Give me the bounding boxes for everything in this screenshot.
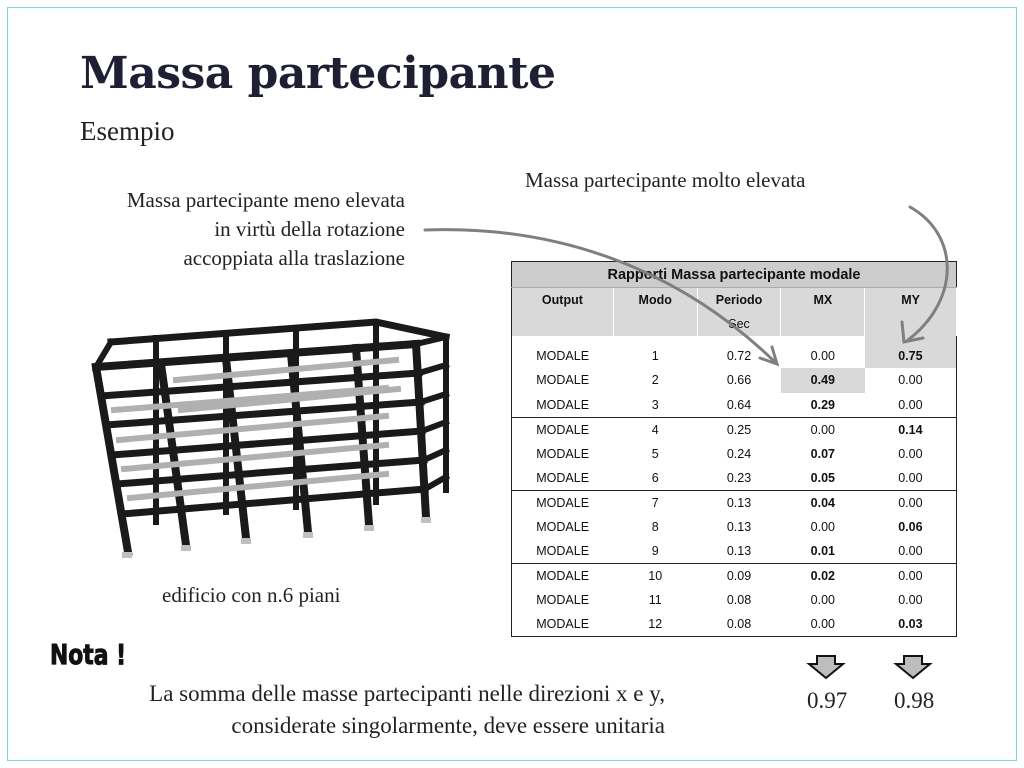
cell-modo: 12: [648, 617, 663, 632]
cell-mx: 0.01: [810, 543, 836, 558]
table-row: [512, 515, 957, 539]
cell-periodo: 0.08: [726, 592, 752, 607]
table-row: [512, 612, 957, 636]
unit-cell: [613, 312, 697, 336]
table-row: [512, 441, 957, 465]
cell-my: 0.06: [898, 519, 923, 534]
cell-my: 0.00: [865, 563, 957, 587]
cell-mx: 0.49: [781, 368, 865, 392]
unit-cell: [865, 312, 957, 336]
cell-periodo: 0.64: [726, 397, 752, 412]
cell-output: MODALE: [536, 397, 590, 412]
cell-modo: 3: [651, 397, 659, 412]
modal-mass-table: [511, 261, 957, 637]
cell-mx: 0.29: [810, 397, 836, 412]
table-row: [512, 490, 957, 514]
cell-modo: 6: [651, 470, 659, 485]
cell-my: 0.00: [898, 470, 923, 485]
cell-output: MODALE: [512, 417, 614, 441]
cell-modo: 10: [613, 563, 697, 587]
slide-title: Massa partecipante: [80, 48, 556, 99]
slide-subtitle: Esempio: [80, 116, 175, 146]
table-row: [512, 336, 957, 368]
conclusion-line: considerate singolarmente, deve essere unitaria: [231, 713, 665, 738]
down-arrow-icon: [893, 654, 933, 680]
cell-mx: 0.00: [810, 592, 836, 607]
cell-output: MODALE: [536, 349, 590, 364]
col-header-periodo: Periodo: [697, 288, 781, 312]
cell-my: 0.00: [898, 373, 923, 388]
building-frame-image: [86, 312, 461, 572]
cell-output: MODALE: [536, 446, 590, 461]
col-header-output: Output: [512, 288, 614, 312]
cell-my: 0.03: [898, 617, 923, 632]
cell-periodo: 0.25: [697, 417, 781, 441]
cell-modo: 5: [651, 446, 659, 461]
cell-output: MODALE: [536, 373, 590, 388]
table-title: Rapporti Massa partecipante modale: [512, 262, 957, 288]
cell-mx: 0.00: [810, 349, 836, 364]
sum-my: 0.98: [894, 688, 935, 713]
note-left-line: in virtù della rotazione: [214, 217, 405, 241]
table-row: [512, 393, 957, 417]
unit-cell: [781, 312, 865, 336]
cell-modo: 2: [651, 373, 659, 388]
table-row: [512, 368, 957, 392]
cell-periodo: 0.66: [726, 373, 752, 388]
cell-my: 0.00: [898, 397, 923, 412]
down-arrow-icon: [806, 654, 846, 680]
cell-periodo: 0.72: [726, 349, 752, 364]
cell-periodo: 0.24: [726, 446, 752, 461]
cell-output: MODALE: [512, 490, 614, 514]
col-header-modo: Modo: [613, 288, 697, 312]
cell-output: MODALE: [536, 592, 590, 607]
conclusion-line: La somma delle masse partecipanti nelle direzioni x e y,: [149, 681, 665, 706]
cell-periodo: 0.09: [697, 563, 781, 587]
cell-output: MODALE: [536, 543, 590, 558]
cell-modo: 4: [613, 417, 697, 441]
cell-modo: 7: [613, 490, 697, 514]
cell-modo: 9: [651, 543, 659, 558]
cell-mx: 0.00: [781, 417, 865, 441]
cell-mx: 0.00: [810, 519, 836, 534]
conclusion-text: [149, 678, 665, 742]
note-left-line: accoppiata alla traslazione: [183, 246, 405, 270]
cell-modo: 1: [651, 349, 659, 364]
cell-modo: 8: [651, 519, 659, 534]
cell-my: 0.00: [898, 592, 923, 607]
table-row: [512, 466, 957, 490]
cell-my: 0.00: [865, 490, 957, 514]
cell-my: 0.75: [865, 336, 957, 368]
cell-periodo: 0.13: [726, 543, 752, 558]
cell-mx: 0.05: [810, 470, 836, 485]
cell-output: MODALE: [512, 563, 614, 587]
nota-label: Nota !: [50, 638, 127, 671]
sum-mx: 0.97: [807, 688, 848, 713]
building-caption: edificio con n.6 piani: [162, 583, 341, 607]
cell-mx: 0.07: [810, 446, 836, 461]
cell-periodo: 0.13: [726, 519, 752, 534]
table-header-row: [512, 288, 957, 312]
table-row: [512, 539, 957, 563]
cell-output: MODALE: [536, 519, 590, 534]
col-header-mx: MX: [781, 288, 865, 312]
cell-periodo: 0.08: [726, 617, 752, 632]
table-row: [512, 563, 957, 587]
cell-my: 0.00: [898, 543, 923, 558]
cell-output: MODALE: [536, 470, 590, 485]
cell-mx: 0.04: [781, 490, 865, 514]
cell-modo: 11: [648, 592, 662, 607]
cell-periodo: 0.23: [726, 470, 752, 485]
unit-cell: [512, 312, 614, 336]
note-left-line: Massa partecipante meno elevata: [126, 188, 405, 212]
cell-mx: 0.00: [810, 617, 836, 632]
note-left: [127, 186, 405, 273]
cell-output: MODALE: [536, 617, 590, 632]
unit-cell: Sec: [697, 312, 781, 336]
cell-mx: 0.02: [781, 563, 865, 587]
col-header-my: MY: [865, 288, 957, 312]
table-row: [512, 417, 957, 441]
cell-my: 0.14: [865, 417, 957, 441]
cell-periodo: 0.13: [697, 490, 781, 514]
note-right: Massa partecipante molto elevata: [525, 168, 806, 192]
table-row: [512, 588, 957, 612]
table-unit-row: [512, 312, 957, 336]
cell-my: 0.00: [898, 446, 923, 461]
